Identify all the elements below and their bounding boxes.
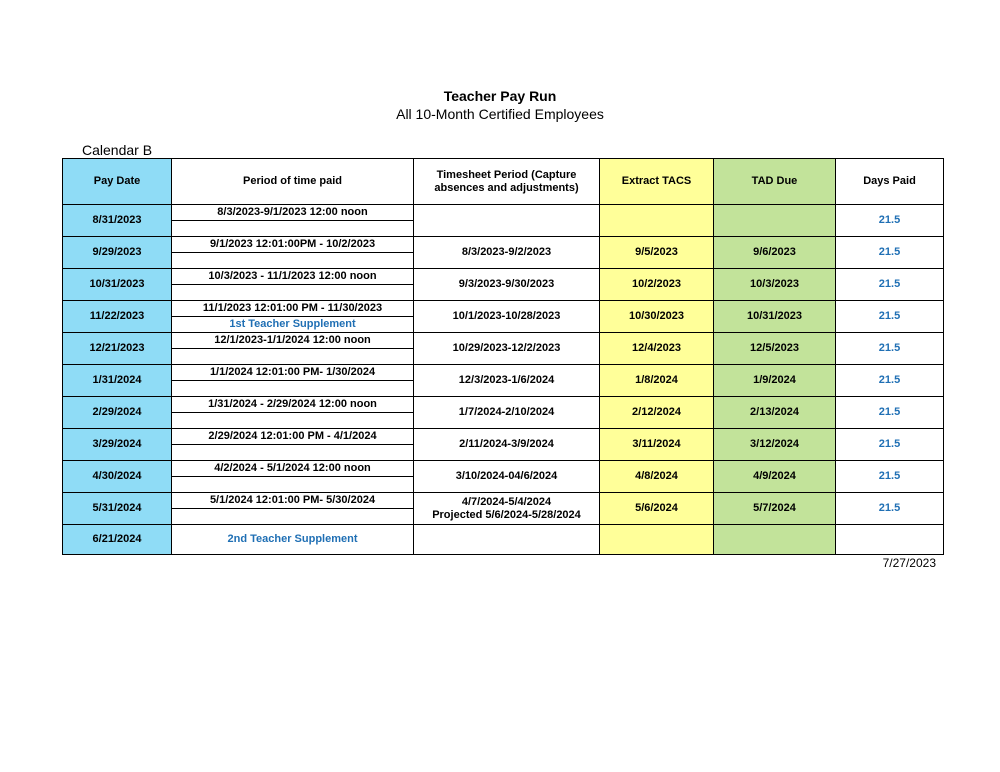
table-header-row xyxy=(63,159,944,205)
tad-cell: 1/9/2024 xyxy=(714,365,836,397)
days-cell xyxy=(836,525,944,555)
period-note-cell xyxy=(172,285,414,301)
days-cell: 21.5 xyxy=(836,461,944,493)
pay-date-cell: 4/30/2024 xyxy=(63,461,172,493)
table-row xyxy=(63,333,944,349)
tad-cell: 10/3/2023 xyxy=(714,269,836,301)
extract-cell: 12/4/2023 xyxy=(600,333,714,365)
tad-cell: 2/13/2024 xyxy=(714,397,836,429)
pay-date-cell: 12/21/2023 xyxy=(63,333,172,365)
period-cell: 8/3/2023-9/1/2023 12:00 noon xyxy=(172,205,414,221)
pay-date-cell: 9/29/2023 xyxy=(63,237,172,269)
timesheet-cell xyxy=(414,365,600,397)
table-row xyxy=(63,397,944,413)
extract-cell: 9/5/2023 xyxy=(600,237,714,269)
pay-date-cell: 3/29/2024 xyxy=(63,429,172,461)
period-note-cell xyxy=(172,221,414,237)
period-note-cell xyxy=(172,413,414,429)
table-row xyxy=(63,365,944,381)
timesheet-cell xyxy=(414,461,600,493)
table-row xyxy=(63,493,944,509)
timesheet-cell xyxy=(414,301,600,333)
pay-date-cell: 6/21/2024 xyxy=(63,525,172,555)
period-note-cell xyxy=(172,445,414,461)
pay-date-cell: 5/31/2024 xyxy=(63,493,172,525)
pay-date-cell: 2/29/2024 xyxy=(63,397,172,429)
header-period: Period of time paid xyxy=(172,159,414,205)
extract-cell: 1/8/2024 xyxy=(600,365,714,397)
table-row xyxy=(63,269,944,285)
tad-cell: 9/6/2023 xyxy=(714,237,836,269)
timesheet-period: 2/11/2024-3/9/2024 xyxy=(459,438,554,450)
period-note-cell xyxy=(172,253,414,269)
footer-date: 7/27/2023 xyxy=(882,556,936,570)
days-cell: 21.5 xyxy=(836,333,944,365)
period-note-cell xyxy=(172,477,414,493)
pay-date-cell: 11/22/2023 xyxy=(63,301,172,333)
timesheet-cell xyxy=(414,205,600,237)
period-note-cell xyxy=(172,349,414,365)
table-row xyxy=(63,301,944,317)
tad-cell: 3/12/2024 xyxy=(714,429,836,461)
extract-cell: 10/2/2023 xyxy=(600,269,714,301)
header-days-paid: Days Paid xyxy=(836,159,944,205)
period-cell: 9/1/2023 12:01:00PM - 10/2/2023 xyxy=(172,237,414,253)
extract-cell: 10/30/2023 xyxy=(600,301,714,333)
header-tad-due: TAD Due xyxy=(714,159,836,205)
days-cell: 21.5 xyxy=(836,493,944,525)
days-cell: 21.5 xyxy=(836,269,944,301)
calendar-label: Calendar B xyxy=(82,142,153,158)
header-pay-date: Pay Date xyxy=(63,159,172,205)
timesheet-period: 1/7/2024-2/10/2024 xyxy=(458,406,555,418)
period-cell: 4/2/2024 - 5/1/2024 12:00 noon xyxy=(172,461,414,477)
timesheet-period: 12/3/2023-1/6/2024 xyxy=(458,374,555,386)
period-cell: 1/31/2024 - 2/29/2024 12:00 noon xyxy=(172,397,414,413)
document-subtitle: All 10-Month Certified Employees xyxy=(396,106,604,122)
extract-cell: 2/12/2024 xyxy=(600,397,714,429)
timesheet-period: 3/10/2024-04/6/2024 xyxy=(455,470,558,482)
period-cell: 2nd Teacher Supplement xyxy=(172,525,414,555)
timesheet-cell xyxy=(414,429,600,461)
timesheet-period: 9/3/2023-9/30/2023 xyxy=(458,278,555,290)
extract-cell: 5/6/2024 xyxy=(600,493,714,525)
tad-cell: 12/5/2023 xyxy=(714,333,836,365)
tad-cell: 10/31/2023 xyxy=(714,301,836,333)
pay-date-cell: 10/31/2023 xyxy=(63,269,172,301)
table-body xyxy=(63,205,944,525)
days-cell: 21.5 xyxy=(836,205,944,237)
period-cell: 2/29/2024 12:01:00 PM - 4/1/2024 xyxy=(172,429,414,445)
period-cell: 11/1/2023 12:01:00 PM - 11/30/2023 xyxy=(172,301,414,317)
pay-date-cell: 1/31/2024 xyxy=(63,365,172,397)
header-timesheet: Timesheet Period (Capture absences and adjustments) xyxy=(414,159,600,205)
header-extract-tacs: Extract TACS xyxy=(600,159,714,205)
extract-cell: 3/11/2024 xyxy=(600,429,714,461)
tad-cell xyxy=(714,525,836,555)
timesheet-period: 10/29/2023-12/2/2023 xyxy=(452,342,561,354)
document-title: Teacher Pay Run xyxy=(443,88,557,104)
days-cell: 21.5 xyxy=(836,237,944,269)
tad-cell xyxy=(714,205,836,237)
table-row xyxy=(63,525,944,555)
table-final-row xyxy=(63,525,944,555)
timesheet-note: Projected 5/6/2024-5/28/2024 xyxy=(432,508,581,521)
timesheet-period: 8/3/2023-9/2/2023 xyxy=(461,246,552,258)
extract-cell: 4/8/2024 xyxy=(600,461,714,493)
tad-cell: 4/9/2024 xyxy=(714,461,836,493)
days-cell: 21.5 xyxy=(836,397,944,429)
pay-date-cell: 8/31/2023 xyxy=(63,205,172,237)
table-row xyxy=(63,429,944,445)
period-cell: 12/1/2023-1/1/2024 12:00 noon xyxy=(172,333,414,349)
period-cell: 10/3/2023 - 11/1/2023 12:00 noon xyxy=(172,269,414,285)
table-row xyxy=(63,461,944,477)
timesheet-cell xyxy=(414,237,600,269)
period-note-cell xyxy=(172,509,414,525)
period-cell: 1/1/2024 12:01:00 PM- 1/30/2024 xyxy=(172,365,414,381)
period-note-cell xyxy=(172,381,414,397)
timesheet-cell xyxy=(414,333,600,365)
timesheet-cell xyxy=(414,269,600,301)
days-cell: 21.5 xyxy=(836,429,944,461)
pay-run-table xyxy=(62,158,944,555)
tad-cell: 5/7/2024 xyxy=(714,493,836,525)
table-row xyxy=(63,237,944,253)
extract-cell xyxy=(600,525,714,555)
period-note-cell: 1st Teacher Supplement xyxy=(172,317,414,333)
days-cell: 21.5 xyxy=(836,365,944,397)
timesheet-period: 10/1/2023-10/28/2023 xyxy=(452,310,561,322)
extract-cell xyxy=(600,205,714,237)
timesheet-period: 4/7/2024-5/4/2024 xyxy=(461,495,552,508)
days-cell: 21.5 xyxy=(836,301,944,333)
table-row xyxy=(63,205,944,221)
timesheet-cell xyxy=(414,525,600,555)
timesheet-cell xyxy=(414,493,600,525)
period-cell: 5/1/2024 12:01:00 PM- 5/30/2024 xyxy=(172,493,414,509)
timesheet-cell xyxy=(414,397,600,429)
